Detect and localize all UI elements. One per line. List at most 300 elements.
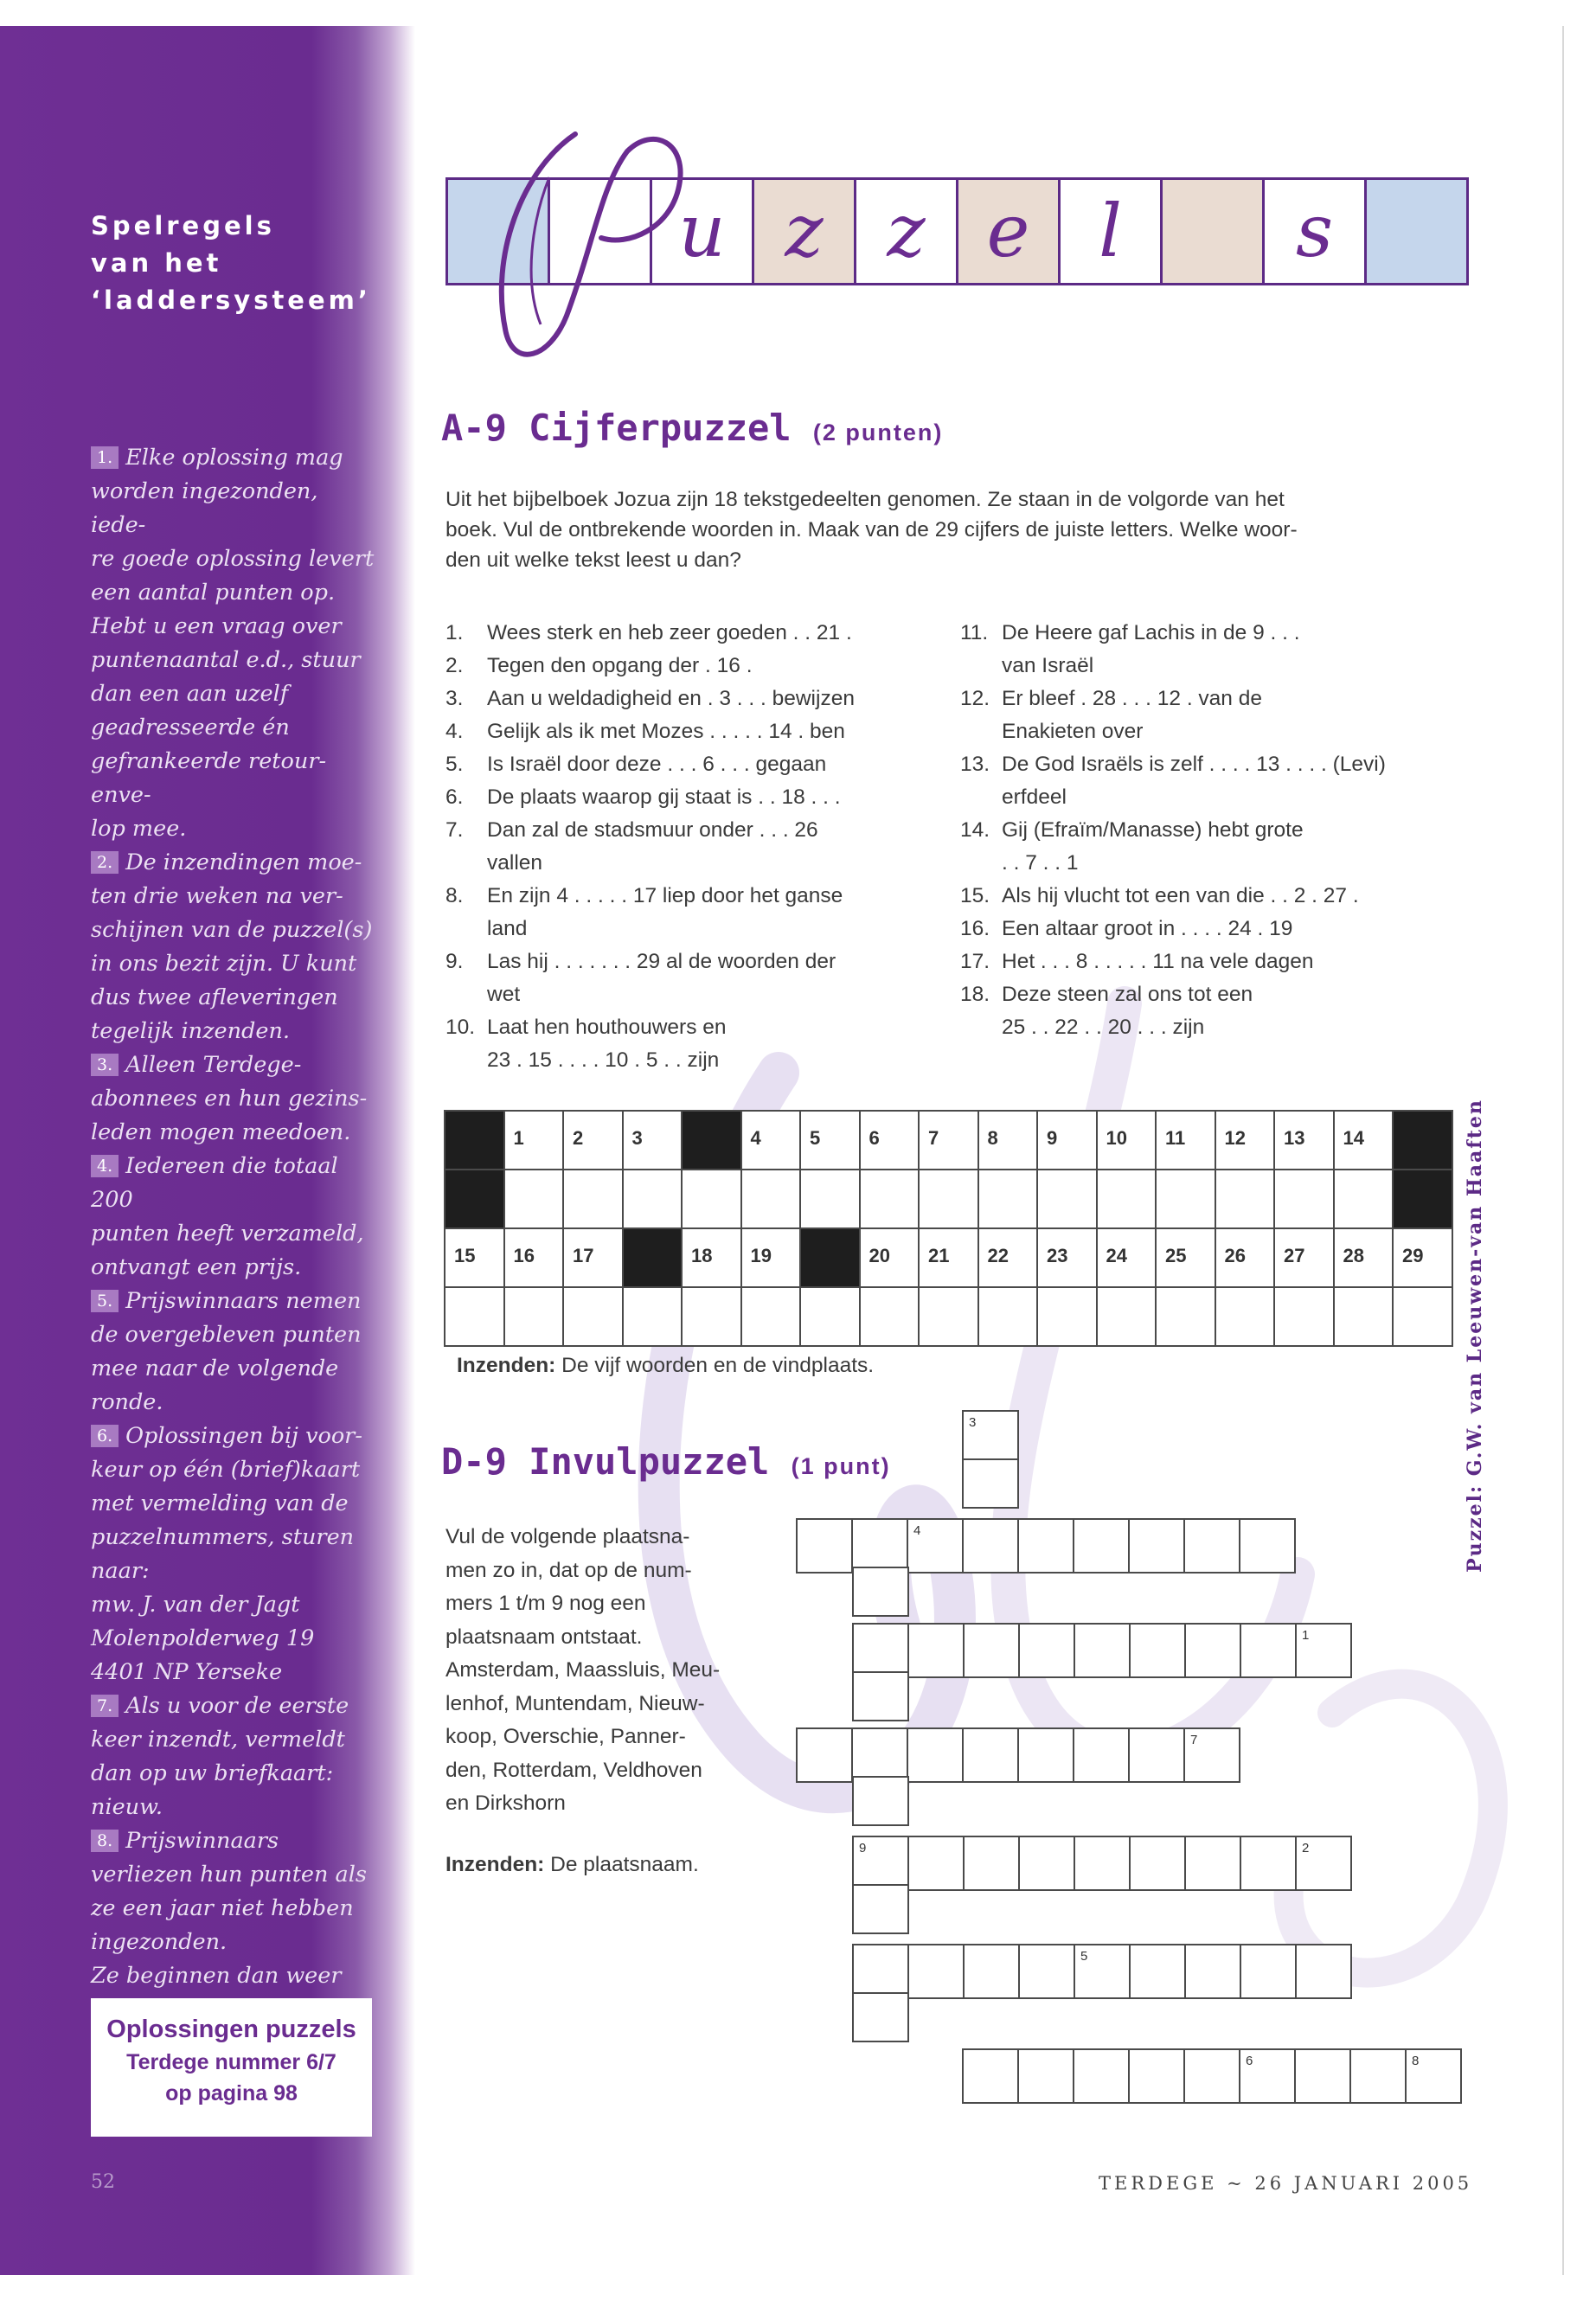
header-letter: z	[887, 189, 926, 273]
grid-cell-number: 8	[987, 1127, 998, 1149]
grid-cell[interactable]	[1333, 1286, 1394, 1347]
crossword-cell[interactable]	[962, 1410, 1019, 1460]
clue-number: 1.	[445, 621, 464, 644]
clue-text: De God Israëls is zelf . . . . 13 . . . . (Levi)	[1002, 753, 1386, 776]
rule-number-badge: 7.	[91, 1695, 119, 1717]
grid-cell[interactable]	[1215, 1227, 1276, 1288]
clue-text: Laat hen houthouwers en	[487, 1016, 727, 1039]
grid-cell-number: 29	[1402, 1245, 1424, 1266]
rule-line: lop mee.	[91, 816, 187, 842]
rule-line	[91, 1689, 376, 1723]
crossword-cell[interactable]	[1240, 1944, 1297, 1999]
crossword-cell[interactable]	[1183, 1518, 1240, 1574]
grid-cell-number: 10	[1106, 1127, 1127, 1149]
grid-cell[interactable]	[562, 1227, 624, 1288]
grid-cell[interactable]	[740, 1227, 802, 1288]
rule-number-badge: 3.	[91, 1054, 119, 1076]
clue-item	[960, 748, 1471, 814]
rule-line: mw. J. van der Jagt	[91, 1592, 300, 1618]
clue-text: De Heere gaf Lachis in de 9 . . .	[1002, 621, 1300, 644]
crossword-cell[interactable]	[851, 1727, 908, 1783]
clue-item	[960, 978, 1471, 1044]
clue-item	[960, 617, 1471, 683]
rule-line: met vermelding van de	[91, 1490, 349, 1516]
clue-text: vallen	[487, 851, 543, 875]
solutions-page: op pagina 98	[165, 2081, 298, 2106]
clue-item	[445, 781, 930, 814]
grid-cell[interactable]	[918, 1110, 979, 1170]
grid-cell-number: 13	[1284, 1127, 1305, 1149]
grid-cell-number: 7	[928, 1127, 939, 1149]
grid-cell-number: 15	[454, 1245, 476, 1266]
grid-cell[interactable]	[1333, 1110, 1394, 1170]
crossword-cell[interactable]	[852, 1567, 909, 1617]
clue-item	[445, 617, 930, 650]
rule-line: re goede oplossing levert	[91, 546, 375, 572]
header-letter-cell	[1160, 177, 1265, 285]
crossword-cell-number: 3	[969, 1415, 977, 1430]
grid-cell-number: 20	[869, 1245, 890, 1266]
rule-line: punten heeft verzameld,	[91, 1221, 364, 1247]
crossword-cell[interactable]	[907, 1836, 965, 1891]
clue-item	[960, 913, 1471, 945]
header-letter-cell	[854, 177, 958, 285]
intro-line: Uit het bijbelboek Jozua zijn 18 tekstgedeelten genomen. Ze staan in de volgorde van het	[445, 488, 1285, 511]
sidebar-heading	[91, 208, 385, 319]
rule-number-badge: 2.	[91, 851, 119, 874]
rule-line: worden ingezonden, iede-	[91, 478, 318, 538]
grid-cell[interactable]	[977, 1227, 1039, 1288]
crossword-cell[interactable]	[1294, 2048, 1351, 2104]
crossword-cell-number: 1	[1302, 1628, 1310, 1643]
clue-number: 14.	[960, 818, 990, 842]
clue-number: 6.	[445, 785, 464, 809]
submit-label: Inzenden:	[457, 1354, 556, 1377]
crossword-cell[interactable]	[1240, 1623, 1297, 1678]
grid-cell[interactable]	[622, 1286, 683, 1347]
grid-black-cell	[622, 1227, 683, 1288]
rule-line: mee naar de volgende	[91, 1356, 339, 1381]
submit-text: De vijf woorden en de vindplaats.	[561, 1354, 875, 1377]
grid-cell-number: 3	[631, 1127, 643, 1149]
crossword-cell[interactable]	[963, 1944, 1020, 1999]
clue-text: Enakieten over	[1002, 720, 1144, 743]
rule-number-badge: 6.	[91, 1425, 119, 1447]
grid-cell[interactable]	[1215, 1110, 1276, 1170]
grid-black-cell	[1392, 1110, 1453, 1170]
grid-cell[interactable]	[1096, 1227, 1157, 1288]
clue-text: Er bleef . 28 . . . 12 . van de	[1002, 687, 1262, 710]
grid-cell[interactable]	[918, 1169, 979, 1229]
grid-cell[interactable]	[1036, 1110, 1098, 1170]
clue-item	[960, 880, 1471, 913]
rule-line: keer inzendt, vermeldt	[91, 1727, 345, 1753]
solutions-issue: Terdege nummer 6/7	[126, 2050, 337, 2074]
grid-cell[interactable]	[977, 1169, 1039, 1229]
clue-number: 4.	[445, 720, 464, 743]
rule-line: dan op uw briefkaart:	[91, 1760, 334, 1786]
grid-cell[interactable]	[1036, 1169, 1098, 1229]
rule-item	[91, 1824, 376, 2027]
puzzle-a-code: A-9	[441, 407, 507, 449]
clue-text: Tegen den opgang der . 16 .	[487, 654, 753, 677]
clue-text: De plaats waarop gij staat is . . 18 . . .	[487, 785, 841, 809]
grid-cell[interactable]	[918, 1227, 979, 1288]
grid-cell[interactable]	[859, 1169, 920, 1229]
intro-line: koop, Overschie, Panner-	[445, 1725, 686, 1748]
grid-cell[interactable]	[1273, 1286, 1335, 1347]
crossword-cell[interactable]	[1128, 1727, 1185, 1783]
puzzle-credit: Puzzel: G.W. van Leeuwen-van Haaften	[1464, 1099, 1486, 1573]
grid-cell-number: 28	[1343, 1245, 1364, 1266]
grid-cell[interactable]	[503, 1169, 565, 1229]
grid-cell[interactable]	[1392, 1286, 1453, 1347]
clue-text: Gij (Efraïm/Manasse) hebt grote	[1002, 818, 1304, 842]
crossword-cell[interactable]	[907, 1944, 965, 1999]
rule-number-badge: 4.	[91, 1155, 119, 1177]
grid-cell[interactable]	[1096, 1110, 1157, 1170]
crossword-cell[interactable]	[1017, 2048, 1074, 2104]
grid-cell[interactable]	[503, 1286, 565, 1347]
grid-cell[interactable]	[1215, 1169, 1276, 1229]
submit-text: De plaatsnaam.	[550, 1853, 699, 1876]
grid-cell[interactable]	[1333, 1169, 1394, 1229]
crossword-cell[interactable]	[1184, 1623, 1241, 1678]
rule-line: ten drie weken na ver-	[91, 883, 343, 909]
grid-cell[interactable]	[681, 1286, 742, 1347]
grid-cell-number: 16	[513, 1245, 535, 1266]
clue-text: Aan u weldadigheid en . 3 . . . bewijzen	[487, 687, 855, 710]
crossword-cell[interactable]	[1073, 1727, 1130, 1783]
rule-line	[91, 1824, 376, 1858]
crossword-cell[interactable]	[907, 1623, 965, 1678]
puzzle-d-intro	[445, 1521, 766, 1821]
rule-line: de overgebleven punten	[91, 1322, 362, 1348]
grid-cell[interactable]	[1096, 1169, 1157, 1229]
grid-cell-number: 23	[1047, 1245, 1068, 1266]
crossword-cell-number: 5	[1080, 1949, 1088, 1964]
crossword-cell[interactable]	[907, 1518, 964, 1574]
crossword-cell[interactable]	[962, 2048, 1019, 2104]
grid-cell[interactable]	[444, 1227, 505, 1288]
grid-cell-number: 11	[1165, 1127, 1186, 1149]
clue-text: wet	[487, 983, 521, 1006]
rule-number-badge: 1.	[91, 446, 119, 469]
header-letter: u	[678, 189, 726, 273]
intro-line: en Dirkshorn	[445, 1791, 566, 1815]
rule-line: gefrankeerde retour-enve-	[91, 748, 327, 808]
clue-text: Deze steen zal ons tot een	[1002, 983, 1253, 1006]
crossword-cell[interactable]	[1349, 2048, 1407, 2104]
grid-cell[interactable]	[681, 1169, 742, 1229]
grid-cell[interactable]	[1392, 1227, 1453, 1288]
crossword-cell[interactable]	[1074, 1944, 1131, 1999]
crossword-cell[interactable]	[1239, 1518, 1296, 1574]
grid-cell-number: 6	[869, 1127, 880, 1149]
rule-line: Molenpolderweg 19	[91, 1625, 315, 1651]
rule-line: in ons bezit zijn. U kunt	[91, 951, 357, 977]
clue-number: 12.	[960, 687, 990, 710]
crossword-cell[interactable]	[1295, 1944, 1352, 1999]
clue-text: erfdeel	[1002, 785, 1067, 809]
clue-text: 23 . 15 . . . . 10 . 5 . . zijn	[487, 1048, 720, 1072]
rule-text: Oplossingen bij voor-	[125, 1423, 362, 1449]
rule-line: 4401 NP Yerseke	[91, 1659, 283, 1685]
rule-item	[91, 1420, 376, 1689]
grid-cell[interactable]	[799, 1286, 861, 1347]
sidebar-heading-line: van het	[91, 248, 222, 278]
rule-line: een aantal punten op.	[91, 580, 336, 606]
grid-cell[interactable]	[918, 1286, 979, 1347]
grid-cell[interactable]	[1155, 1169, 1216, 1229]
header-letter: z	[785, 189, 824, 273]
clue-item	[445, 880, 930, 945]
crossword-cell[interactable]	[1129, 1836, 1186, 1891]
grid-cell-number: 12	[1224, 1127, 1246, 1149]
clue-text: 25 . . 22 . . 20 . . . zijn	[1002, 1016, 1205, 1039]
header-letter-cell	[956, 177, 1061, 285]
crossword-cell[interactable]	[852, 1836, 909, 1891]
crossword-cell[interactable]	[1073, 1518, 1130, 1574]
crossword-cell[interactable]	[796, 1727, 853, 1783]
crossword-cell[interactable]	[1295, 1836, 1352, 1891]
crossword-cell[interactable]	[852, 1623, 909, 1678]
crossword-cell[interactable]	[1405, 2048, 1462, 2104]
crossword-cell[interactable]	[796, 1518, 853, 1574]
grid-cell-number: 27	[1284, 1245, 1305, 1266]
puzzle-a-name: Cijferpuzzel	[529, 407, 792, 449]
puzzle-d-title	[441, 1440, 891, 1483]
page-number: 52	[91, 2171, 115, 2193]
grid-cell-number: 4	[750, 1127, 761, 1149]
intro-line: Vul de volgende plaatsna-	[445, 1525, 690, 1548]
grid-cell[interactable]	[681, 1227, 742, 1288]
crossword-cell[interactable]	[852, 1671, 909, 1721]
grid-cell[interactable]	[1273, 1227, 1335, 1288]
page-edge-rule	[1562, 26, 1564, 2275]
clue-number: 17.	[960, 950, 990, 973]
grid-cell[interactable]	[562, 1286, 624, 1347]
footer-issue: TERDEGE ~ 26 JANUARI 2005	[1099, 2173, 1473, 2194]
grid-cell-number: 22	[987, 1245, 1009, 1266]
crossword-cell-number: 8	[1412, 2054, 1420, 2068]
crossword-cell[interactable]	[1184, 1836, 1241, 1891]
grid-cell[interactable]	[740, 1286, 802, 1347]
grid-cell[interactable]	[1155, 1286, 1216, 1347]
clue-item	[445, 945, 930, 1011]
grid-cell[interactable]	[1215, 1286, 1276, 1347]
intro-line: plaatsnaam ontstaat.	[445, 1625, 643, 1649]
rule-line: keur op één (brief)kaart	[91, 1457, 361, 1483]
puzzle-d-name: Invulpuzzel	[529, 1440, 770, 1483]
rule-line: Hebt u een vraag over	[91, 613, 342, 639]
clue-item	[445, 748, 930, 781]
crossword-cell[interactable]	[1017, 1727, 1074, 1783]
crossword-cell[interactable]	[1239, 2048, 1296, 2104]
rule-line: tegelijk inzenden.	[91, 1018, 290, 1044]
rule-item	[91, 1048, 376, 1150]
crossword-cell[interactable]	[852, 1776, 909, 1826]
clue-text: Is Israël door deze . . . 6 . . . gegaan	[487, 753, 827, 776]
grid-cell[interactable]	[740, 1110, 802, 1170]
crossword-cell[interactable]	[1018, 1623, 1075, 1678]
crossword-cell[interactable]	[1183, 2048, 1240, 2104]
crossword-cell[interactable]	[1129, 1623, 1186, 1678]
clue-item	[445, 814, 930, 880]
grid-cell[interactable]	[1155, 1110, 1216, 1170]
clue-text: land	[487, 917, 528, 940]
rule-line: schijnen van de puzzel(s)	[91, 917, 373, 943]
rule-line: ronde.	[91, 1389, 163, 1415]
rule-item	[91, 1285, 376, 1420]
rule-line	[91, 846, 376, 880]
header-letter-cell	[1058, 177, 1163, 285]
crossword-cell-number: 7	[1190, 1733, 1198, 1747]
crossword-cell[interactable]	[1240, 1836, 1297, 1891]
header-letter-cell	[1262, 177, 1367, 285]
crossword-cell[interactable]	[963, 1623, 1020, 1678]
clue-number: 15.	[960, 884, 990, 907]
grid-cell-number: 5	[810, 1127, 821, 1149]
grid-cell[interactable]	[1333, 1227, 1394, 1288]
grid-cell-number: 17	[573, 1245, 594, 1266]
rule-line: geadresseerde én	[91, 715, 290, 740]
intro-line: mers 1 t/m 9 nog een	[445, 1592, 646, 1615]
puzzle-a-intro	[445, 484, 1458, 575]
grid-cell[interactable]	[1036, 1286, 1098, 1347]
crossword-cell[interactable]	[1074, 1836, 1131, 1891]
header-letter: e	[986, 189, 1030, 273]
puzzle-a-points: (2 punten)	[812, 420, 944, 445]
rules-list	[91, 441, 376, 2027]
grid-cell[interactable]	[444, 1286, 505, 1347]
grid-cell[interactable]	[740, 1169, 802, 1229]
rule-item	[91, 441, 376, 846]
crossword-cell[interactable]	[1129, 1944, 1186, 1999]
header-letter: s	[1295, 189, 1334, 273]
grid-cell-number: 9	[1047, 1127, 1058, 1149]
grid-cell[interactable]	[859, 1227, 920, 1288]
grid-cell-number: 14	[1343, 1127, 1364, 1149]
crossword-cell-number: 6	[1246, 2054, 1253, 2068]
clue-number: 9.	[445, 950, 464, 973]
crossword-cell[interactable]	[1183, 1727, 1240, 1783]
rule-line	[91, 1150, 376, 1217]
clue-text: Gelijk als ik met Mozes . . . . . 14 . ben	[487, 720, 845, 743]
grid-cell[interactable]	[859, 1110, 920, 1170]
clue-number: 7.	[445, 818, 464, 842]
rule-line: naar:	[91, 1558, 150, 1584]
grid-cell-number: 21	[928, 1245, 950, 1266]
crossword-cell[interactable]	[1074, 1623, 1131, 1678]
crossword-cell[interactable]	[852, 1944, 909, 1999]
clue-item	[445, 650, 930, 683]
grid-cell-number: 18	[691, 1245, 713, 1266]
rule-text: Als u voor de eerste	[125, 1693, 349, 1719]
crossword-cell[interactable]	[852, 1884, 909, 1934]
crossword-cell[interactable]	[1073, 2048, 1130, 2104]
header-letter: l	[1099, 189, 1122, 273]
crossword-cell[interactable]	[851, 1518, 908, 1574]
grid-cell[interactable]	[799, 1169, 861, 1229]
clue-number: 13.	[960, 753, 990, 776]
puzzle-d-submit	[445, 1853, 699, 1877]
rule-line	[91, 1285, 376, 1318]
clue-text: En zijn 4 . . . . . 17 liep door het ganse	[487, 884, 843, 907]
clue-item	[445, 715, 930, 748]
grid-cell[interactable]	[562, 1169, 624, 1229]
grid-cell[interactable]	[1273, 1110, 1335, 1170]
crossword-cell[interactable]	[1128, 2048, 1185, 2104]
clue-text: Wees sterk en heb zeer goeden . . 21 .	[487, 621, 852, 644]
crossword-cell[interactable]	[1018, 1836, 1075, 1891]
grid-cell[interactable]	[1155, 1227, 1216, 1288]
clue-number: 3.	[445, 687, 464, 710]
rule-line: verliezen hun punten als	[91, 1862, 367, 1888]
grid-cell[interactable]	[622, 1169, 683, 1229]
rule-text: De inzendingen moe-	[125, 849, 362, 875]
intro-line: Amsterdam, Maassluis, Meu-	[445, 1658, 721, 1682]
crossword-cell[interactable]	[962, 1518, 1019, 1574]
grid-cell[interactable]	[799, 1110, 861, 1170]
solutions-title: Oplossingen puzzels	[106, 2016, 356, 2043]
clue-text: Las hij . . . . . . . 29 al de woorden der	[487, 950, 836, 973]
grid-cell[interactable]	[1036, 1227, 1098, 1288]
crossword-cell[interactable]	[1128, 1518, 1185, 1574]
rule-text: Iedereen die totaal 200	[91, 1153, 338, 1213]
rule-item	[91, 1689, 376, 1824]
crossword-cell-number: 9	[859, 1841, 867, 1856]
intro-line: den uit welke tekst leest u dan?	[445, 548, 741, 572]
crossword-cell-number: 4	[913, 1523, 921, 1538]
crossword-cell[interactable]	[1295, 1623, 1352, 1678]
crossword-cell[interactable]	[852, 1992, 909, 2042]
rule-line: puzzelnummers, sturen	[91, 1524, 355, 1550]
grid-cell[interactable]	[562, 1110, 624, 1170]
crossword-cell[interactable]	[962, 1727, 1019, 1783]
crossword-cell[interactable]	[907, 1727, 964, 1783]
crossword-cell[interactable]	[1184, 1944, 1241, 1999]
puzzle-d-points: (1 punt)	[791, 1453, 891, 1479]
clue-item	[960, 683, 1471, 748]
header-letter-cell	[752, 177, 856, 285]
grid-cell[interactable]	[1096, 1286, 1157, 1347]
grid-cell-number: 2	[573, 1127, 584, 1149]
sidebar-heading-line: Spelregels	[91, 211, 275, 240]
crossword-cell[interactable]	[1018, 1944, 1075, 1999]
clue-text: Dan zal de stadsmuur onder . . . 26	[487, 818, 818, 842]
grid-cell[interactable]	[503, 1110, 565, 1170]
grid-cell[interactable]	[503, 1227, 565, 1288]
sidebar-heading-line: ‘laddersysteem’	[91, 285, 371, 315]
rule-line: ontvangt een prijs.	[91, 1254, 302, 1280]
grid-cell[interactable]	[859, 1286, 920, 1347]
clue-item	[960, 945, 1471, 978]
rules-sidebar	[0, 26, 415, 2275]
grid-black-cell	[444, 1169, 505, 1229]
grid-cell[interactable]	[622, 1110, 683, 1170]
grid-cell-number: 25	[1165, 1245, 1187, 1266]
grid-cell[interactable]	[1273, 1169, 1335, 1229]
rule-line: Ze beginnen dan weer	[91, 1963, 342, 1989]
grid-cell[interactable]	[977, 1110, 1039, 1170]
intro-line: den, Rotterdam, Veldhoven	[445, 1758, 702, 1782]
clue-number: 18.	[960, 983, 990, 1006]
crossword-cell[interactable]	[962, 1458, 1019, 1509]
crossword-cell[interactable]	[1017, 1518, 1074, 1574]
grid-cell[interactable]	[977, 1286, 1039, 1347]
crossword-cell[interactable]	[963, 1836, 1020, 1891]
